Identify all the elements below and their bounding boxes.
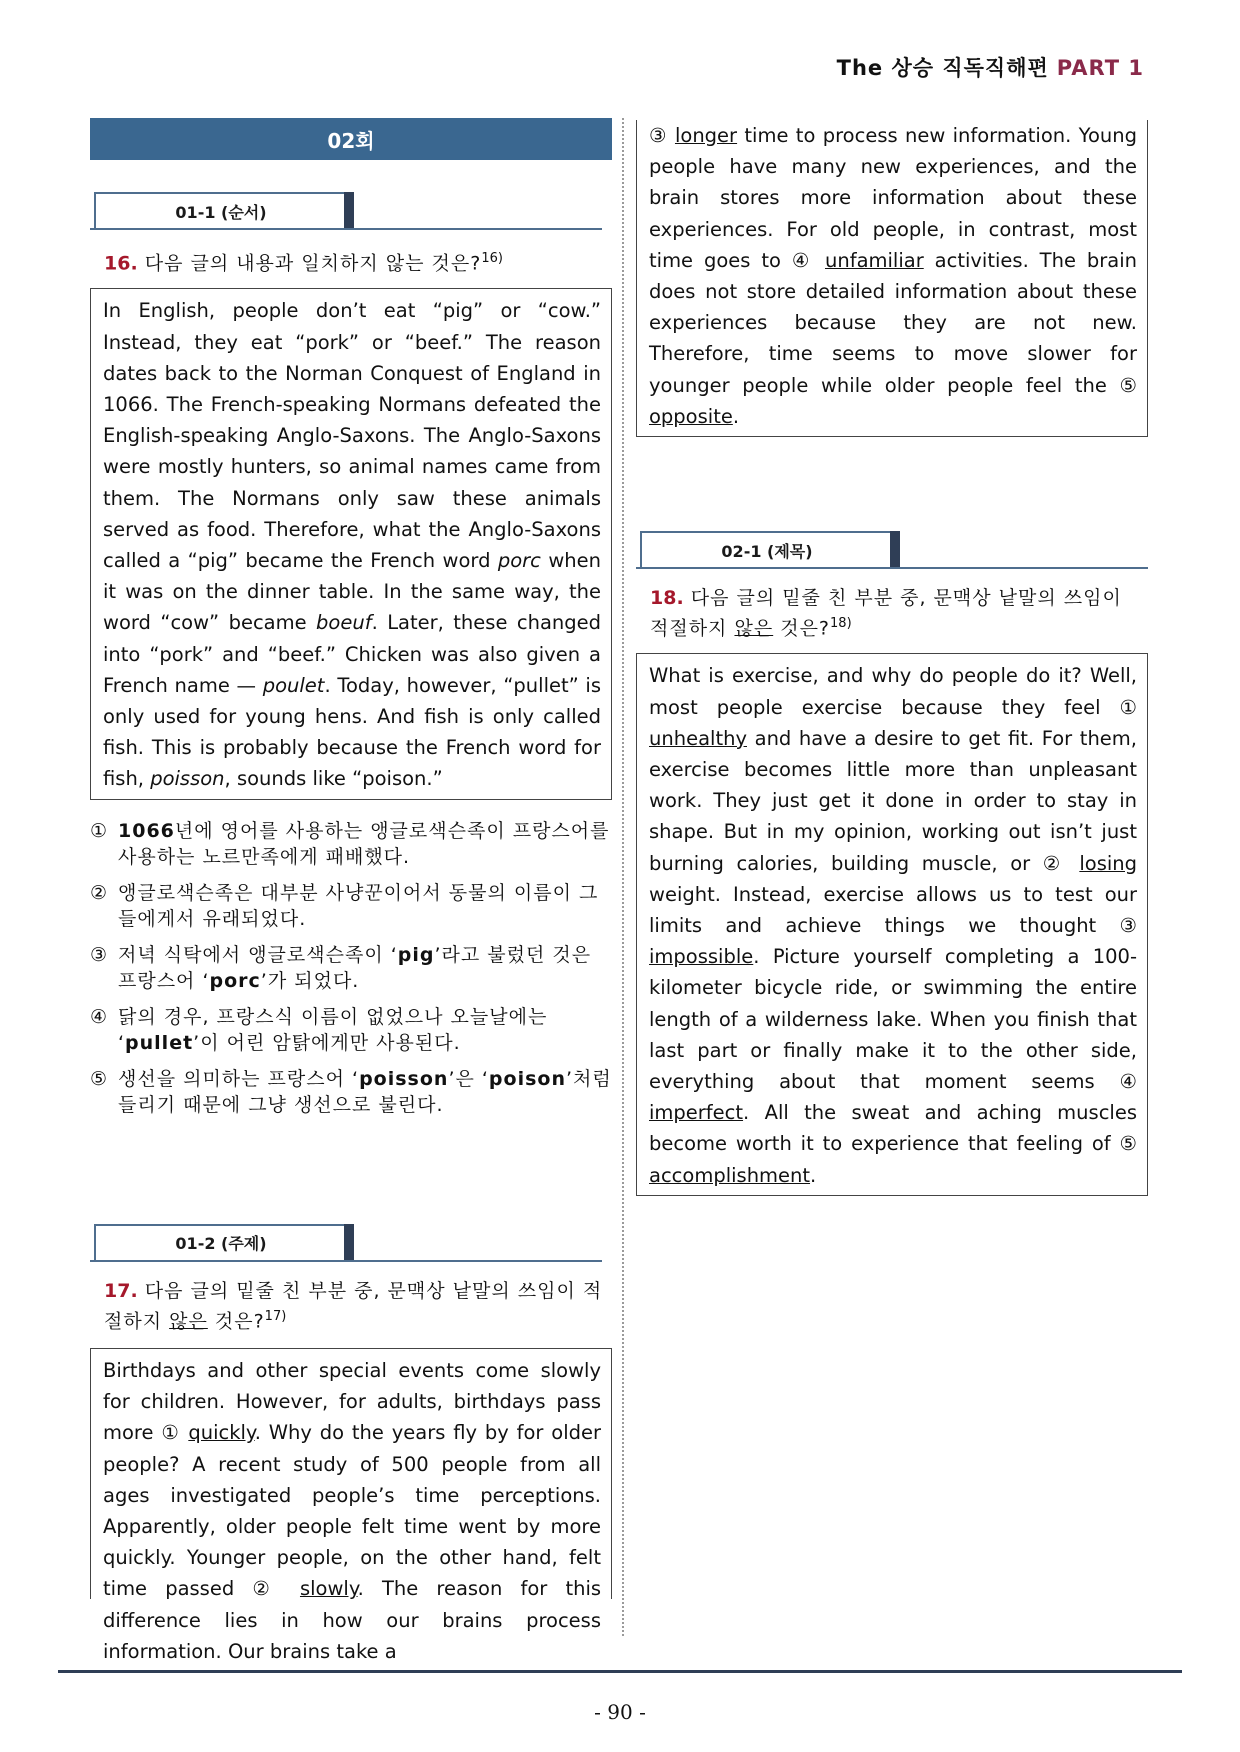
passage-text: In English, people don’t eat “pig” or “cow.” Instead, they eat “pork” or “beef.” The reason dates back to the Norman Conquest of England in 1066. The French-speaking Normans defeated the English-speaking Anglo-Saxons. The Anglo-Saxons were mostly hunters, so animal names came from them. The Normans only saw these animals served as food. Therefore, what the Anglo-Saxons called a “pig” became the French word: [103, 299, 601, 572]
passage-text: when it was on the dinner table. In the same way, the word “cow” became: [103, 548, 601, 635]
option-2: [90, 880, 612, 932]
question-text-emphasis: 않은: [734, 617, 774, 640]
passage-text: .: [810, 1163, 817, 1187]
passage-text: . Picture yourself completing a 100-kilometer bicycle ride, or swimming the entire length of a wilderness lake. When you finish that last part or finally make it to the other side, everything about that moment seems: [649, 945, 1137, 1093]
passage-text: . Today, however, “pullet” is only used for young hens. And fish is only called fish. This is probably because the French word for fish,: [103, 673, 602, 791]
underlined-word: unhealthy: [649, 726, 747, 750]
option-text: 1066년에 영어를 사용하는 앵글로색슨족이 프랑스어를 사용하는 노르만족에게 패배했다.: [118, 819, 610, 868]
header-title: The 상승 직독직해편: [836, 56, 1049, 80]
marker-4: ④: [1119, 1070, 1137, 1093]
passage-text: and have a desire to get fit. For them, exercise becomes little more than unpleasant work. They just get it done in order to stay in shape. But in my opinion, working out isn’t just burning calories, building muscle, or: [649, 726, 1137, 875]
option-1: [90, 818, 612, 870]
answer-options-16: [90, 818, 612, 1118]
underlined-word: accomplishment: [649, 1163, 811, 1187]
passage-text: . All the sweat and aching muscles become worth it to experience that feeling of: [649, 1101, 1137, 1156]
passage-17-part1: [90, 1348, 612, 1663]
underlined-word: unfamiliar: [824, 248, 924, 272]
section-label: 02-1 (제목): [640, 531, 892, 567]
passage-text: activities. The brain does not store detailed information about these experiences because they are not new. Therefore, time seems to move slower for younger people while older people feel the: [649, 248, 1137, 397]
section-tab-01-1: [90, 192, 602, 230]
header-part: PART 1: [1056, 56, 1144, 80]
marker-1: ①: [161, 1421, 181, 1445]
marker-5: ⑤: [1119, 373, 1137, 397]
option-5: [90, 1066, 612, 1118]
page-header: [837, 52, 1144, 82]
section-label: 01-1 (순서): [94, 192, 346, 228]
foreign-word: poulet: [262, 673, 325, 697]
underlined-word: impossible: [649, 945, 754, 969]
foreign-word: poisson: [150, 767, 225, 791]
section-tab-01-2: [90, 1224, 602, 1262]
underlined-word: imperfect: [649, 1101, 744, 1125]
option-text: 생선을 의미하는 프랑스어 ‘poisson’은 ‘poison’처럼 들리기 때문에 그냥 생선으로 불린다.: [118, 1067, 612, 1116]
underlined-word: quickly: [188, 1421, 255, 1445]
passage-text: .: [732, 404, 740, 428]
passage-text: Birthdays and other special events come slowly for children. However, for adults, birthdays pass more: [103, 1358, 601, 1445]
tab-flag: [344, 192, 354, 228]
question-text: 것은?: [773, 617, 831, 640]
footnote-mark: 17): [264, 1308, 287, 1324]
marker-2: ②: [1042, 851, 1067, 875]
option-text: 앵글로색슨족은 대부분 사냥꾼이어서 동물의 이름이 그들에게서 유래되었다.: [118, 881, 599, 930]
underlined-word: slowly: [299, 1577, 358, 1601]
passage-text: , sounds like “poison.”: [224, 767, 443, 791]
underlined-word: longer: [674, 124, 738, 147]
question-text: 다음 글의 밑줄 친 부분 중, 문맥상 낱말의 쓰임이 적절하지: [104, 1279, 603, 1332]
passage-16: [90, 288, 612, 799]
passage-text: What is exercise, and why do people do it? Well, most people exercise because they feel: [649, 664, 1137, 719]
underlined-word: opposite: [649, 404, 733, 428]
question-text-emphasis: 않은: [169, 1309, 208, 1332]
question-number: 18.: [650, 587, 684, 610]
column-divider: [622, 118, 624, 1636]
option-4: [90, 1004, 612, 1056]
question-text: 다음 글의 밑줄 친 부분 중, 문맥상 낱말의 쓰임이 적절하지: [650, 587, 1122, 640]
foreign-word: boeuf: [316, 611, 372, 635]
underlined-word: losing: [1079, 851, 1138, 875]
question-18: [650, 585, 1148, 641]
page-number: - 90 -: [594, 1700, 646, 1724]
question-text: 것은?: [207, 1309, 265, 1332]
passage-text: weight. Instead, exercise allows us to test our limits and achieve things we thought: [649, 882, 1137, 937]
passage-text: . Later, these changed into “pork” and “beef.” Chicken was also given a French name —: [103, 611, 602, 697]
right-column: [636, 120, 1148, 1196]
marker-3: ③: [1119, 913, 1137, 937]
option-number: ⑤: [90, 1067, 109, 1090]
footnote-mark: 18): [830, 616, 852, 632]
left-column: [90, 118, 612, 1663]
passage-17-part2: [636, 120, 1148, 437]
question-number: 17.: [104, 1279, 138, 1302]
option-text: 저녁 식탁에서 앵글로색슨족이 ‘pig’라고 불렀던 것은 프랑스어 ‘porc’가 되었다.: [118, 943, 592, 992]
round-banner: 02회: [90, 118, 612, 160]
option-3: [90, 942, 612, 994]
marker-2: ②: [252, 1577, 282, 1601]
tab-flag: [890, 531, 900, 567]
passage-18: [636, 653, 1148, 1195]
question-17: [104, 1278, 612, 1334]
option-number: ③: [90, 943, 109, 966]
foreign-word: porc: [497, 548, 541, 572]
marker-5: ⑤: [1119, 1132, 1137, 1156]
question-text: 다음 글의 내용과 일치하지 않는 것은?: [137, 252, 482, 275]
footer-rule: [58, 1670, 1182, 1673]
option-number: ④: [90, 1005, 109, 1028]
marker-4: ④: [791, 248, 815, 272]
passage-text: time to process new information. Young people have many new experiences, and the brain stores more information about these experiences. For old people, in contrast, most time goes to: [649, 124, 1138, 272]
section-label: 01-2 (주제): [94, 1224, 346, 1260]
section-tab-02-1: [636, 531, 1148, 569]
option-number: ②: [90, 881, 109, 904]
question-number: 16.: [104, 252, 138, 275]
tab-flag: [344, 1224, 354, 1260]
question-16: [104, 246, 612, 276]
passage-text: . The reason for this difference lies in how our brains process information. Our brains take a: [103, 1577, 602, 1663]
footnote-mark: 16): [481, 251, 503, 266]
option-number: ①: [90, 819, 109, 842]
option-text: 닭의 경우, 프랑스식 이름이 없었으나 오늘날에는 ‘pullet’이 어린 암탉에게만 사용된다.: [118, 1005, 548, 1054]
passage-text: . Why do the years fly by for older people? A recent study of 500 people from all ages investigated people’s time perceptions. Apparently, older people felt time went by more quickly. Younger people, on the other hand, felt time passed: [103, 1421, 602, 1601]
marker-3: ③: [649, 124, 668, 147]
marker-1: ①: [1119, 695, 1137, 719]
